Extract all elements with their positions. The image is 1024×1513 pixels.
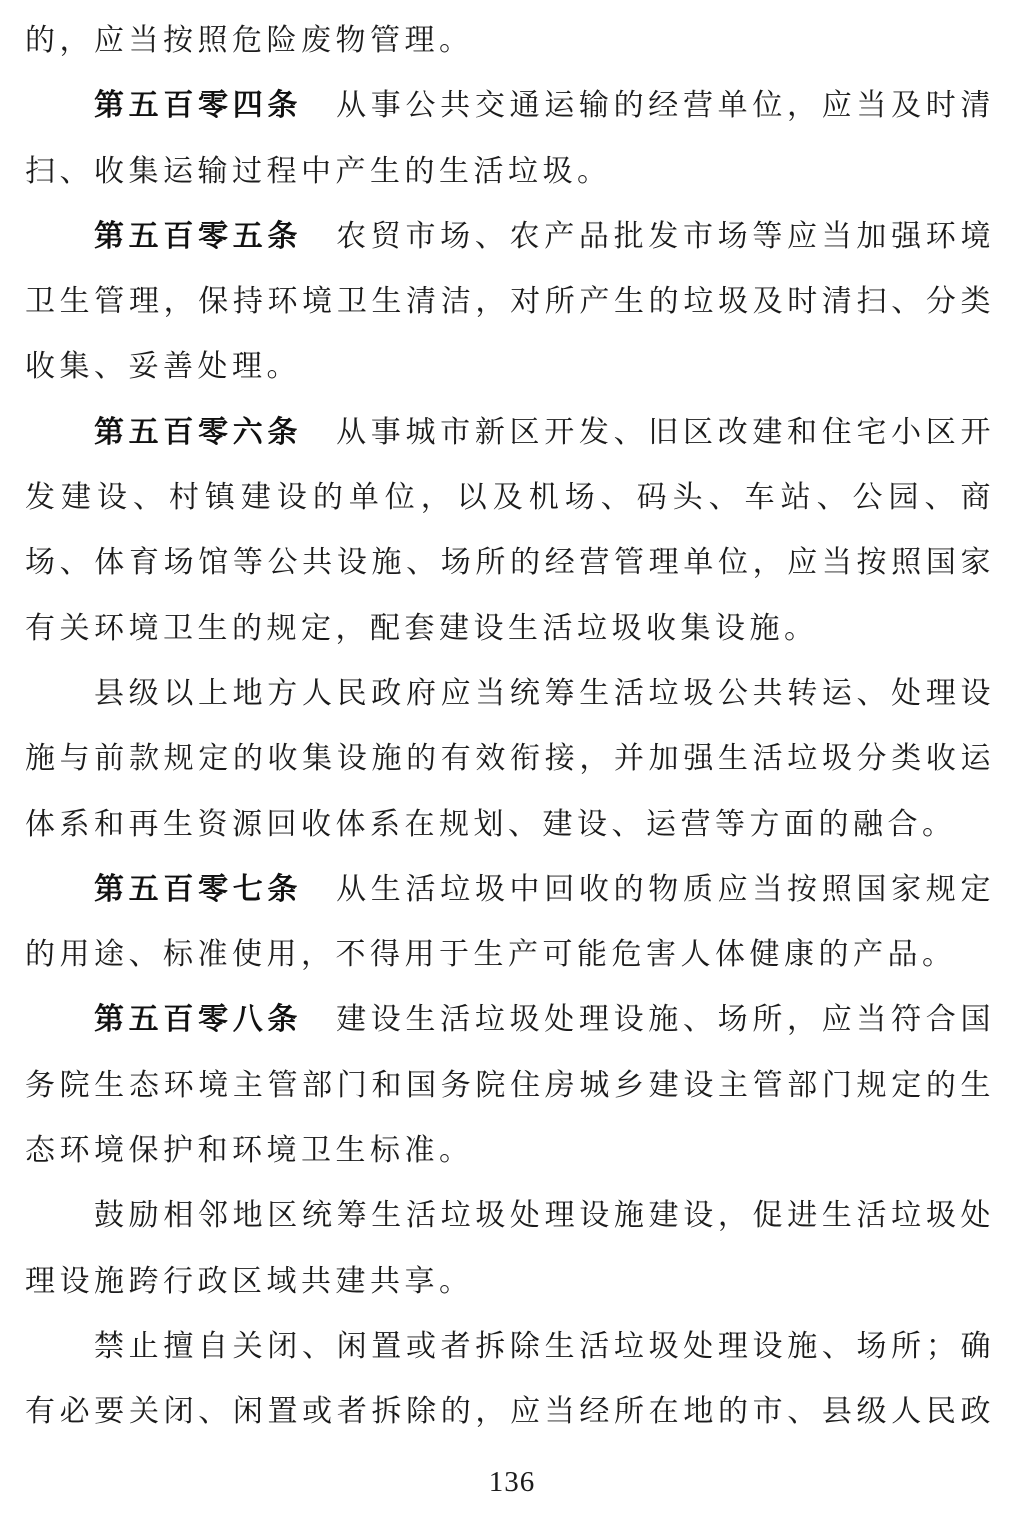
text-line: 体系和再生资源回收体系在规划、建设、运营等方面的融合。 [25, 807, 957, 841]
text-line-article-506 [25, 400, 995, 465]
line-text: 建设生活垃圾处理设施、场所，应当符合国 [336, 1003, 995, 1037]
text-line: 有必要关闭、闲置或者拆除的，应当经所在地的市、县级人民政 [25, 1395, 995, 1429]
text-line: 发建设、村镇建设的单位，以及机场、码头、车站、公园、商 [25, 481, 995, 515]
text-line: 理设施跨行政区域共建共享。 [25, 1264, 474, 1298]
article-number: 第五百零六条 [94, 415, 303, 449]
text-line-paragraph-start: 县级以上地方人民政府应当统筹生活垃圾公共转运、处理设 [94, 676, 995, 710]
text-line: 的，应当按照危险废物管理。 [25, 24, 474, 57]
text-line: 态环境保护和环境卫生标准。 [25, 1134, 474, 1168]
line-text: 农贸市场、农产品批发市场等应当加强环境 [336, 219, 995, 253]
text-line-article-507 [25, 857, 995, 922]
line-text: 从生活垃圾中回收的物质应当按照国家规定 [336, 872, 995, 906]
article-number: 第五百零八条 [94, 1003, 303, 1037]
article-number: 第五百零七条 [94, 872, 303, 906]
text-line-paragraph-start: 鼓励相邻地区统筹生活垃圾处理设施建设，促进生活垃圾处 [94, 1199, 995, 1233]
text-line: 有关环境卫生的规定，配套建设生活垃圾收集设施。 [25, 611, 819, 645]
law-text-block [25, 8, 995, 1445]
article-number: 第五百零五条 [94, 219, 303, 253]
text-line: 扫、收集运输过程中产生的生活垃圾。 [25, 154, 612, 188]
text-line-paragraph-start: 禁止擅自关闭、闲置或者拆除生活垃圾处理设施、场所；确 [94, 1329, 995, 1363]
line-text: 从事公共交通运输的经营单位，应当及时清 [336, 89, 995, 123]
text-line: 务院生态环境主管部门和国务院住房城乡建设主管部门规定的生 [25, 1068, 995, 1102]
text-line-article-505 [25, 204, 995, 269]
text-line: 收集、妥善处理。 [25, 350, 301, 384]
text-line-article-504 [25, 73, 995, 138]
page-number: 136 [488, 1466, 536, 1498]
text-line: 卫生管理，保持环境卫生清洁，对所产生的垃圾及时清扫、分类 [25, 285, 995, 319]
text-line: 场、体育场馆等公共设施、场所的经营管理单位，应当按照国家 [25, 546, 995, 580]
line-text: 从事城市新区开发、旧区改建和住宅小区开 [336, 415, 995, 449]
article-number: 第五百零四条 [94, 89, 303, 123]
text-line-article-508 [25, 987, 995, 1052]
text-line: 的用途、标准使用，不得用于生产可能危害人体健康的产品。 [25, 938, 957, 972]
text-line: 施与前款规定的收集设施的有效衔接，并加强生活垃圾分类收运 [25, 742, 995, 776]
